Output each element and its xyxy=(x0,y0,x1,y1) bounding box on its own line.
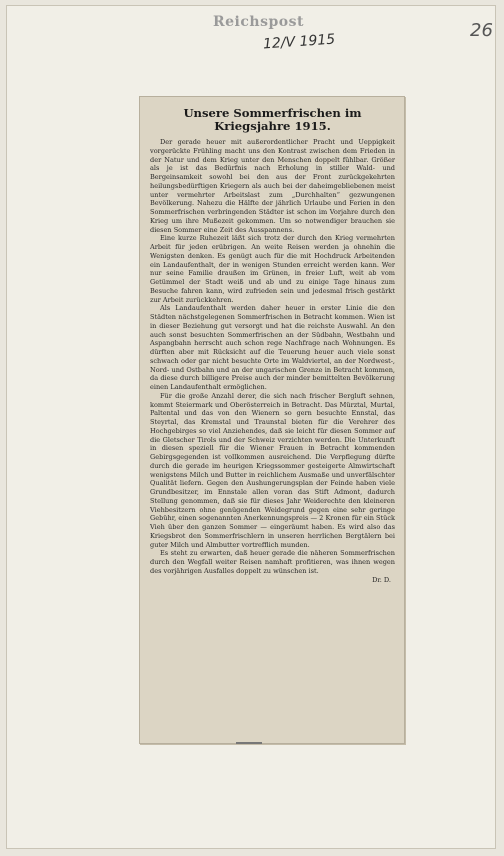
article-title: Unsere Sommerfrischen im Kriegsjahre 1915. xyxy=(183,106,362,133)
article-paragraph: Es steht zu erwarten, daß heuer gerade die näheren Sommerfrischen durch den Wegfall weiter Reisen namhaft profitieren, was ihnen wegen des vorjährigen Ausfalles doppelt zu wünschen ist. xyxy=(150,549,395,575)
article-paragraph: Als Landaufenthalt werden daher heuer in erster Linie die den Städten nächstgelegenen Sommerfrischen in Betracht kommen. Wien ist in dieser Beziehung gut versorgt und hat die reichste Auswahl. An den auch sonst besuchten Sommerfrischen an der Südbahn, Westbahn und Aspangbahn herrscht auch schon rege Nachfrage nach Wohnungen. Es dürften aber mit Rücksicht auf die Teuerung heuer auch viele sonst schwach oder gar nicht besuchte Orte im Waldviertel, an der Nordwest-, Nord- und Ostbahn und an der ungarischen Grenze in Betracht kommen, da diese durch billigere Preise auch der minder bemittelten Bevölkerung einen Landaufenthalt ermöglichen. xyxy=(150,304,395,391)
article-paragraph: Eine kurze Ruhezeit läßt sich trotz der durch den Krieg vermehrten Arbeit für jeden erübrigen. An weite Reisen werden ja ohnehin die Wenigsten denken. Es genügt auch für die mit Hochdruck Arbeitenden ein Landaufenthalt, der in wenigen Stunden erreicht werden kann. Wer nur seine Familie draußen im Grünen, in freier Luft, weit ab vom Getümmel der Stadt weiß und ab und zu einige Tage hinaus zum Besuche fahren kann, wird zufrieden sein und jedesmal frisch gestärkt zur Arbeit zurückkehren. xyxy=(150,234,395,304)
article-body xyxy=(150,138,395,584)
article-signature: Dr. D. xyxy=(372,575,391,584)
newspaper-clipping xyxy=(139,96,405,744)
article-paragraph: Der gerade heuer mit außerordentlicher Pracht und Ueppigkeit vorgerückte Frühling macht uns den Kontrast zwischen dem Frieden in der Natur und dem Krieg unter den Menschen doppelt fühlbar. Größer als je ist das Bedürfnis nach Erholung in stiller Wald- und Bergeinsamkeit sowohl bei den aus der Front zurückgekehrten heilungsbedürftigen Kriegern als auch bei der daheimgebliebenen meist unter vermehrter Arbeitslast zum „Durchhalten“ gezwungenen Bevölkerung. Nahezu die Hälfte der jährlich Urlaube und Ferien in den Sommerfrischen verbringenden Städter ist schon im Vorjahre durch den Krieg um ihre Mußezeit gekommen. Um so notwendiger brauchen sie diesen Sommer eine Zeit des Ausspannens. xyxy=(150,138,395,234)
handwritten-date: 12/V 1915 xyxy=(262,31,336,53)
page-number: 26 xyxy=(470,20,493,41)
article-paragraph: Für die große Anzahl derer, die sich nach frischer Bergluft sehnen, kommt Steiermark und Oberösterreich in Betracht. Das Mürztal, Murtal, Paltental und das von den Wienern so gern besuchte Ennstal, das Steyrtal, das Kremstal und Traunstal bieten für die Verehrer des Hochgebirges so viel Anziehendes, daß sie leicht für diesen Sommer auf die Gletscher Tirols und der Schweiz verzichten werden. Die Unterkunft in diesen speziell für die Wiener Frauen in Betracht kommenden Gebirgsgegenden ist vollkommen ausreichend. Die Verpflegung dürfte durch die gerade im heurigen Kriegssommer gesteigerte Almwirtschaft wenigstens Milch und Butter in reichlichem Ausmaße und unverfälschter Qualität liefern. Gegen den Aushungerungsplan der Feinde haben viele Grundbesitzer, im Ennstale allen voran das Stift Admont, dadurch Stellung genommen, daß sie für dieses Jahr Weiderechte den kleineren Viehbesitzern ohne genügenden Weidegrund gegen eine sehr geringe Gebühr, einen sogenannten Anerkennungspreis — 2 Kronen für ein Stück Vieh über den ganzen Sommer — eingeräumt haben. Es wird also das Kriegsbrot den Sommerfrischlern in unseren herrlichen Bergtälern bei guter Milch und Almbutter vortrefflich munden. xyxy=(150,391,395,549)
newspaper-stamp: Reichspost xyxy=(213,14,304,30)
end-rule xyxy=(236,742,262,744)
